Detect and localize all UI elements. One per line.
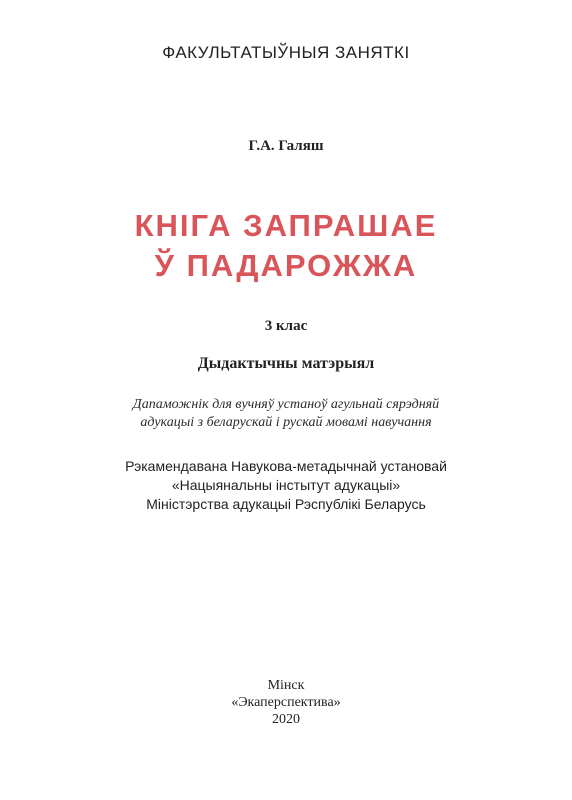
- book-title-line-1: КНІГА ЗАПРАШАЕ: [134, 208, 438, 243]
- imprint-year: 2020: [272, 712, 300, 727]
- material-type: Дыдактычны матэрыял: [197, 355, 375, 372]
- imprint-city: Мінск: [267, 678, 305, 693]
- description-line-2: адукацыі з беларускай і рускай мовамі навучання: [140, 415, 432, 430]
- book-title-line-2: Ў ПАДАРОЖЖА: [154, 248, 418, 283]
- recommendation-line-2: «Нацыянальны інстытут адукацыі»: [171, 477, 401, 493]
- recommendation-line-3: Міністэрства адукацыі Рэспублікі Беларусь: [146, 496, 426, 512]
- imprint-publisher: «Экаперспектива»: [231, 695, 341, 710]
- description-line-1: Дапаможнік для вучняў устаноў агульнай сярэдняй: [132, 397, 440, 412]
- grade-label: 3 клас: [264, 318, 308, 334]
- author-name: Г.А. Галяш: [248, 138, 324, 154]
- series-name: ФАКУЛЬТАТЫЎНЫЯ ЗАНЯТКІ: [162, 43, 410, 62]
- recommendation-line-1: Рэкамендавана Навукова-метадычнай установай: [125, 458, 447, 474]
